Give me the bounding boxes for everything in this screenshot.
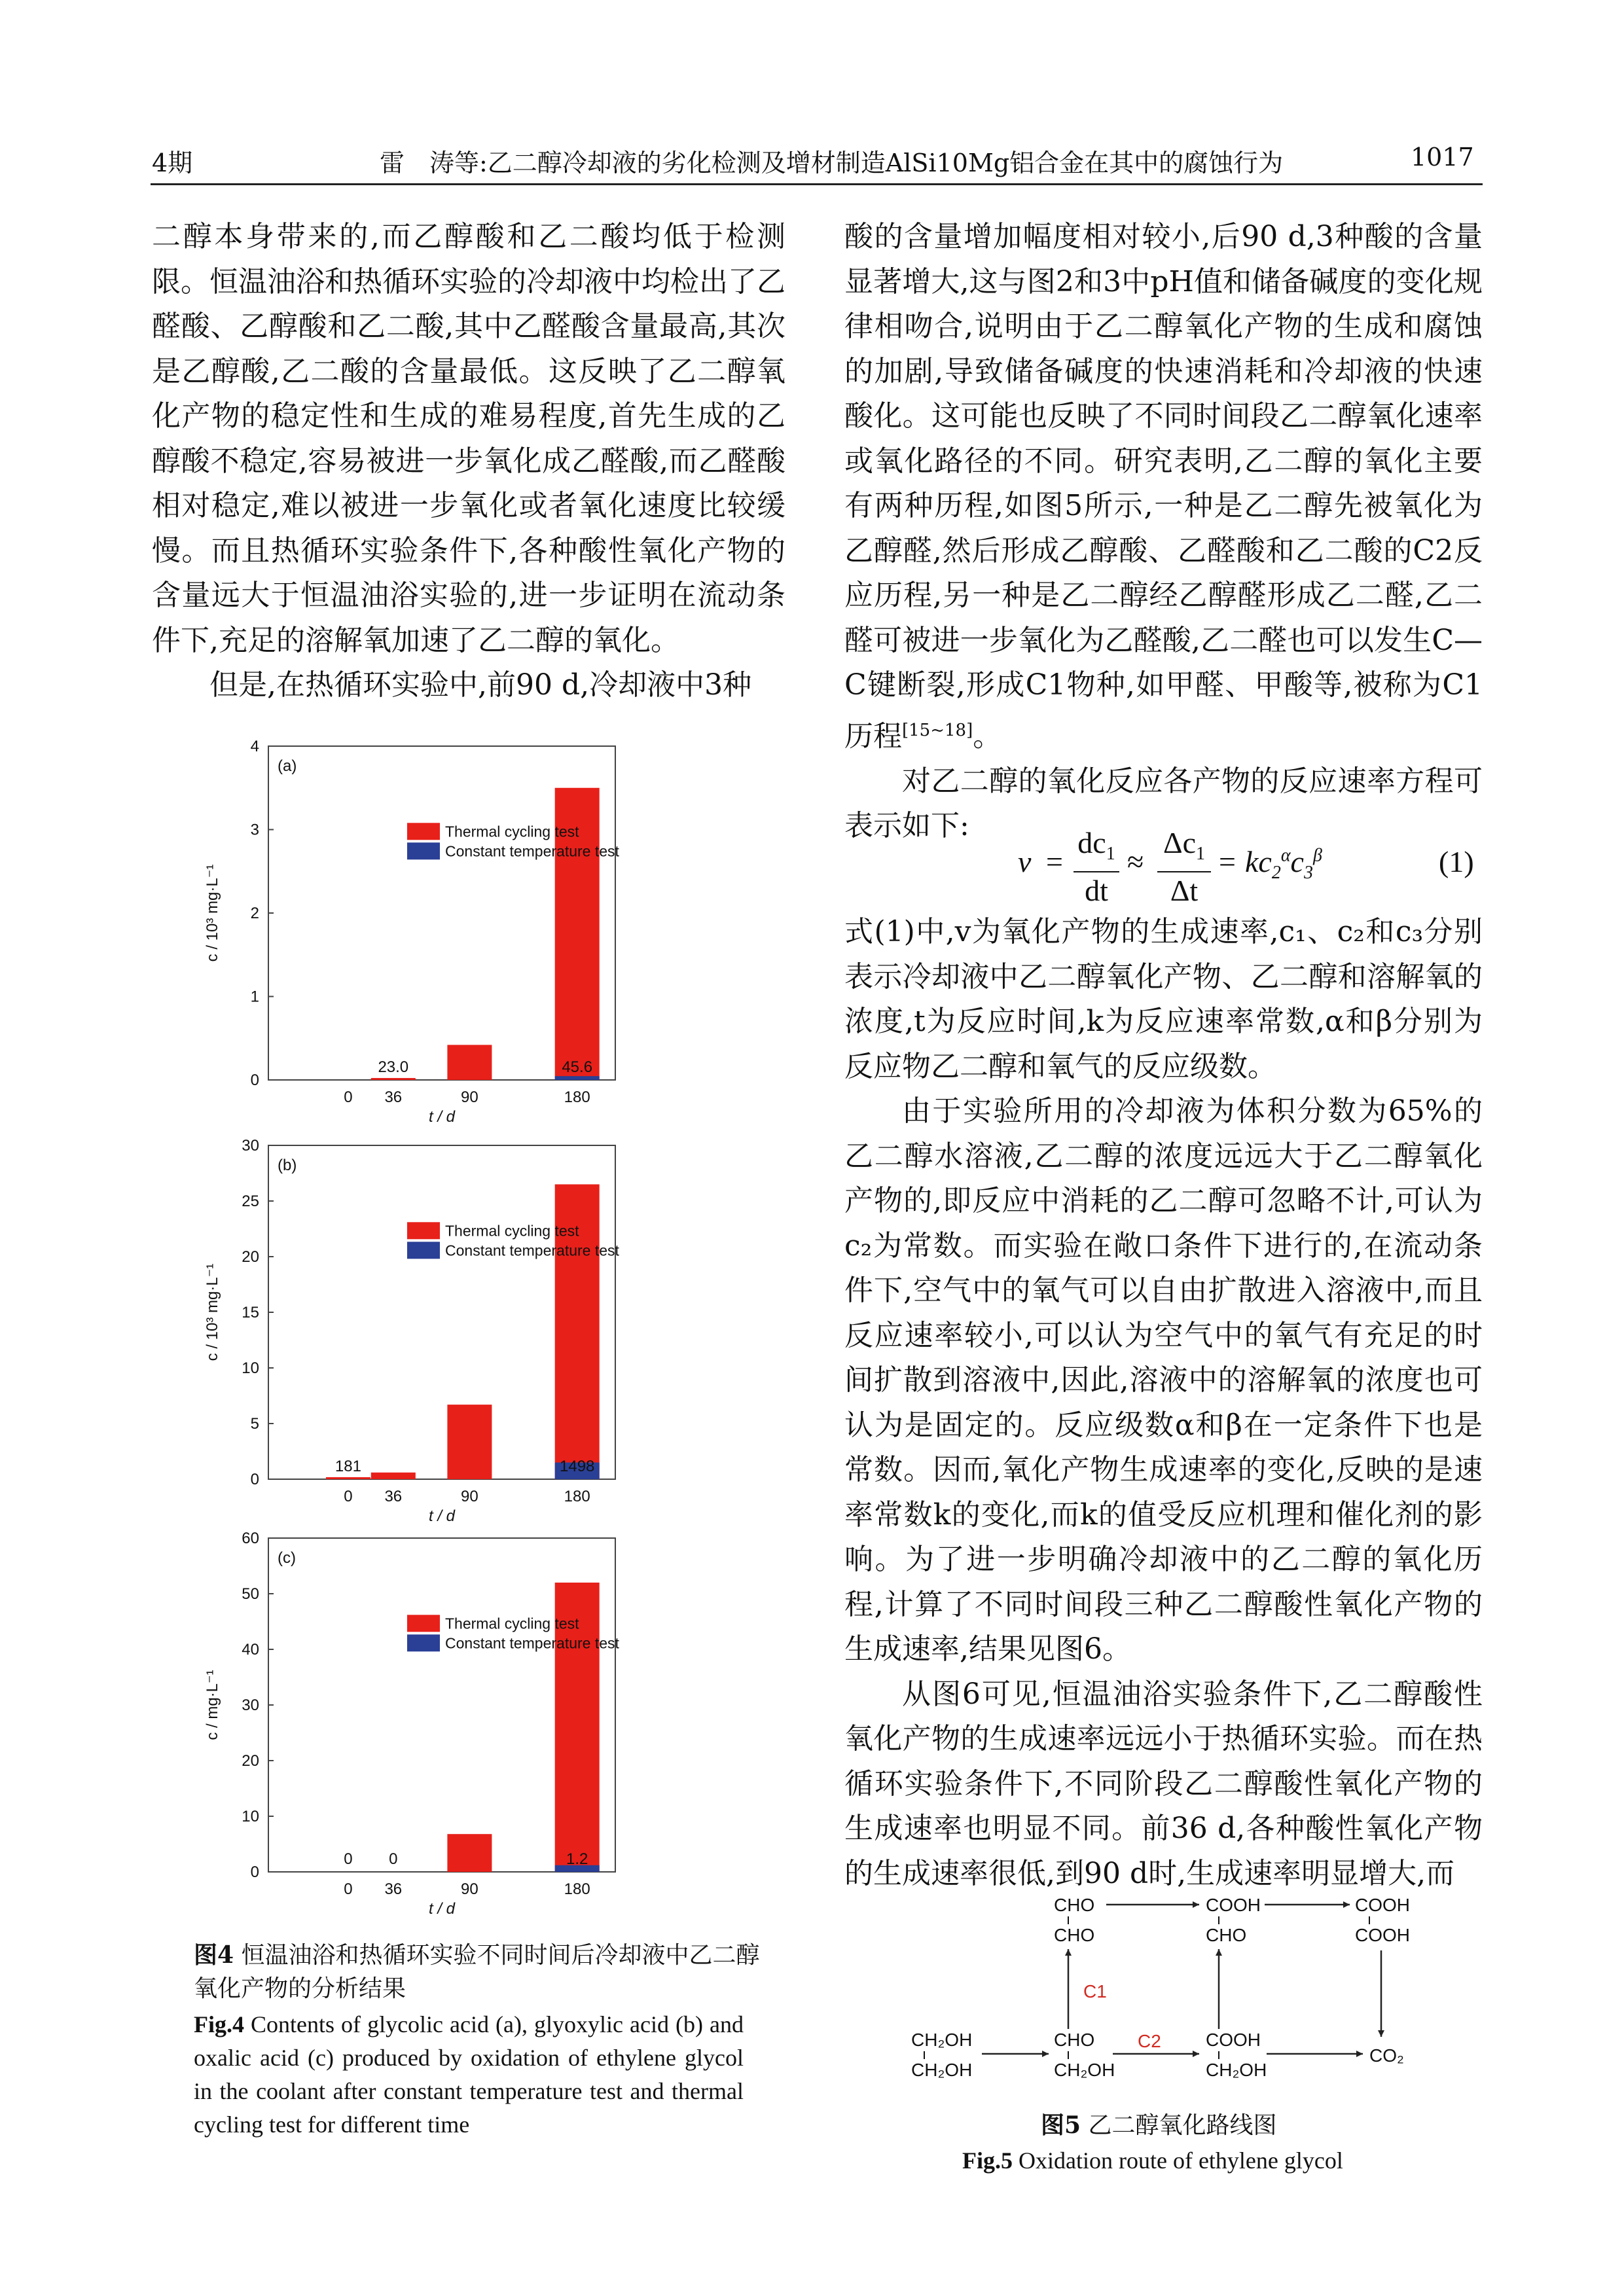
figure-5-label-zh: 图5: [1041, 2111, 1081, 2139]
legend-entry: Thermal cycling test: [445, 1615, 579, 1632]
left-paragraph-1: 二醇本身带来的,而乙醇酸和乙二酸均低于检测限。恒温油浴和热循环实验的冷却液中均检出了乙醛酸、乙醇酸和乙二酸,其中乙醛酸含量最高,其次是乙醇酸,乙二酸的含量最低。这反映了乙二醇氧化产物的稳定性和生成的难易程度,首先生成的乙醇酸不稳定,容易被进一步氧化成乙醛酸,而乙醛酸相对稳定,难以被进一步氧化或者氧化速度比较缓慢。而且热循环实验条件下,各种酸性氧化产物的含量远大于恒温油浴实验的,进一步证明在流动条件下,充足的溶解氧加速了乙二醇的氧化。: [152, 220, 786, 657]
legend-swatch: [407, 842, 440, 859]
legend-entry: Constant temperature test: [445, 842, 619, 860]
route-c2-label: C2: [1138, 2031, 1161, 2051]
y-tick-label: 10: [242, 1359, 259, 1377]
equation-1: v = $dc_1$ dt ≈ $\Delta c_1$ Δt = $kc_2^\alpha c_3^\beta$ (1): [844, 826, 1483, 905]
x-tick-label: 180: [564, 1880, 590, 1898]
data-label: 23.0: [378, 1058, 409, 1076]
y-tick-label: 60: [242, 1530, 259, 1547]
x-tick-label: 36: [384, 1880, 403, 1898]
glyoxal-bottom: CHO: [1054, 1925, 1095, 1945]
ethylene-glycol-top: CH₂OH: [911, 2030, 973, 2050]
x-tick-label: 90: [461, 1088, 478, 1106]
y-tick-label: 15: [242, 1304, 259, 1321]
figure-5-text-en: Oxidation route of ethylene glycol: [1019, 2147, 1343, 2174]
x-tick-label: 36: [384, 1088, 403, 1106]
bar-constant-temperature-180: [555, 1076, 600, 1080]
figure-4-caption-en: [194, 2008, 744, 2142]
y-axis-label: c / 10³ mg·L⁻¹: [204, 1263, 221, 1361]
y-tick-label: 5: [250, 1415, 259, 1433]
right-paragraph-1: 酸的含量增加幅度相对较小,后90 d,3种酸的含量显著增大,这与图2和3中pH值和储备碱度的变化规律相吻合,说明由于乙二醇氧化产物的生成和腐蚀的加剧,导致储备碱度的快速消耗和冷却液的快速酸化。这可能也反映了不同时间段乙二醇氧化速率或氧化路径的不同。研究表明,乙二醇的氧化主要有两种历程,如图5所示,一种是乙二醇先被氧化为乙醇醛,然后形成乙醇酸、乙醛酸和乙二酸的C2反应历程,另一种是乙二醇经乙醇醛形成乙二醛,乙二醛可被进一步氧化为乙醛酸,乙二醛也可以发生C—C键断裂,形成C1物种,如甲醛、甲酸等,被称为C1历程[15~18]。: [844, 220, 1483, 753]
left-paragraph-2: 但是,在热循环实验中,前90 d,冷却液中3种: [209, 668, 752, 702]
chart-panel-b: [204, 1137, 620, 1525]
figure-4-label-en: Fig.4: [194, 2011, 244, 2037]
bar-thermal-cycling-36: [371, 1473, 416, 1479]
figure-4-text-zh: 恒温油浴和热循环实验不同时间后冷却液中乙二醇氧化产物的分析结果: [194, 1942, 760, 2002]
y-tick-label: 3: [250, 821, 259, 839]
data-label: 0: [389, 1850, 398, 1868]
reference-citation: [15~18]: [902, 720, 973, 740]
x-axis-label: t / d: [428, 1108, 456, 1126]
fraction-dc-dt: $dc_1$ dt: [1074, 826, 1119, 909]
chart-panel-c: [204, 1530, 620, 1918]
route-c1-label: C1: [1083, 1981, 1107, 2001]
y-tick-label: 4: [250, 738, 259, 755]
legend-entry: Constant temperature test: [445, 1242, 619, 1259]
figure-5-text-zh: 乙二醇氧化路线图: [1088, 2112, 1277, 2139]
panel-label: (a): [278, 757, 297, 775]
figure-5-caption-zh: [1041, 2109, 1277, 2142]
bar-thermal-cycling-0: [326, 1477, 370, 1479]
glycolic-acid-top: COOH: [1206, 2030, 1261, 2050]
bar-thermal-cycling-90: [447, 1834, 492, 1872]
x-tick-label: 0: [344, 1488, 353, 1505]
y-tick-label: 0: [250, 1471, 259, 1488]
figure-5-scheme: [897, 1885, 1440, 2101]
y-tick-label: 10: [242, 1808, 259, 1825]
fraction-delta: $\Delta c_1$ Δt: [1157, 826, 1211, 909]
y-tick-label: 2: [250, 905, 259, 922]
x-tick-label: 36: [384, 1488, 403, 1505]
legend-swatch: [407, 1222, 440, 1239]
right-paragraph-2: 对乙二醇的氧化反应各产物的反应速率方程可表示如下:: [844, 764, 1483, 843]
page-number: 1017: [1411, 143, 1474, 171]
x-axis-label: t / d: [428, 1900, 456, 1918]
y-tick-label: 0: [250, 1071, 259, 1089]
legend-swatch: [407, 823, 440, 840]
y-tick-label: 1: [250, 988, 259, 1006]
right-paragraph-5: 从图6可见,恒温油浴实验条件下,乙二醇酸性氧化产物的生成速率远远小于热循环实验。而在热循环实验条件下,不同阶段乙二醇酸性氧化产物的生成速率也明显不同。前36 d,各种酸性氧化产物的生成速率很低,到90 d时,生成速率明显增大,而: [844, 1677, 1483, 1890]
legend-swatch: [407, 1242, 440, 1259]
y-tick-label: 0: [250, 1863, 259, 1881]
y-tick-label: 40: [242, 1641, 259, 1659]
glyoxylic-acid-bottom: CHO: [1206, 1925, 1247, 1945]
x-tick-label: 90: [461, 1488, 478, 1505]
oxalic-acid-top: COOH: [1355, 1895, 1410, 1915]
y-tick-label: 30: [242, 1137, 259, 1155]
data-label: 45.6: [562, 1058, 593, 1076]
figure-4-caption-zh: [194, 1939, 770, 2005]
data-label: 1498: [560, 1458, 595, 1475]
right-paragraph-3: 式(1)中,v为氧化产物的生成速率,c₁、c₂和c₃分别表示冷却液中乙二醇氧化产物、乙二醇和溶解氧的浓度,t为反应时间,k为反应速率常数,α和β分别为反应物乙二醇和氧气的反应级数。: [844, 915, 1483, 1083]
bar-thermal-cycling-36: [371, 1078, 416, 1080]
figure-5-label-en: Fig.5: [962, 2147, 1013, 2174]
panel-label: (c): [278, 1549, 296, 1567]
data-label: 181: [334, 1458, 361, 1475]
figure-4-label-zh: 图4: [194, 1941, 234, 1969]
glyoxylic-acid-top: COOH: [1206, 1895, 1261, 1915]
data-label: 0: [344, 1850, 353, 1868]
bar-thermal-cycling-90: [447, 1405, 492, 1479]
figure-4-charts: [164, 733, 785, 1931]
oxalic-acid-bottom: COOH: [1355, 1925, 1410, 1945]
data-label: 1.2: [566, 1850, 588, 1868]
y-axis-label: c / mg·L⁻¹: [204, 1670, 221, 1740]
carbon-dioxide: CO₂: [1369, 2045, 1404, 2066]
figure-4-text-en: Contents of glycolic acid (a), glyoxylic acid (b) and oxalic acid (c) produced by oxidation of ethylene glycol in the coolant after constant temperature test and thermal cycling test for different time: [194, 2011, 744, 2138]
chart-panel-a: [204, 738, 620, 1126]
left-column-text: [152, 215, 785, 708]
figure-5-caption-en: [962, 2144, 1343, 2178]
y-tick-label: 25: [242, 1193, 259, 1210]
x-tick-label: 180: [564, 1488, 590, 1505]
header-rule: [151, 183, 1483, 185]
equation-rhs: $kc_2^\alpha c_3^\beta$: [1245, 845, 1322, 884]
y-tick-label: 50: [242, 1585, 259, 1603]
bar-thermal-cycling-90: [447, 1045, 492, 1080]
glycolaldehyde-top: CHO: [1054, 2030, 1095, 2050]
legend-entry: Constant temperature test: [445, 1634, 619, 1652]
y-tick-label: 30: [242, 1696, 259, 1714]
y-tick-label: 20: [242, 1752, 259, 1770]
legend-swatch: [407, 1634, 440, 1651]
panel-label: (b): [278, 1157, 297, 1174]
ethylene-glycol-bottom: CH₂OH: [911, 2060, 973, 2080]
right-column-text-upper: [844, 215, 1483, 849]
x-tick-label: 90: [461, 1880, 478, 1898]
running-title: 雷 涛等:乙二醇冷却液的劣化检测及增材制造AlSi10Mg铝合金在其中的腐蚀行为: [380, 149, 1284, 177]
glycolic-acid-bottom: CH₂OH: [1206, 2060, 1267, 2080]
right-paragraph-4: 由于实验所用的冷却液为体积分数为65%的乙二醇水溶液,乙二醇的浓度远远大于乙二醇氧化产物的,即反应中消耗的乙二醇可忽略不计,可认为c₂为常数。而实验在敞口条件下进行的,在流动条件下,空气中的氧气可以自由扩散进入溶液中,而且反应速率较小,可以认为空气中的氧气有充足的时间扩散到溶液中,因此,溶液中的溶解氧的浓度也可认为是固定的。反应级数α和β在一定条件下也是常数。因而,氧化产物生成速率的变化,反映的是速率常数k的变化,而k的值受反应机理和催化剂的影响。为了进一步明确冷却液中的乙二醇的氧化历程,计算了不同时间段三种乙二醇酸性氧化产物的生成速率,结果见图6。: [844, 1094, 1483, 1666]
legend-entry: Thermal cycling test: [445, 823, 579, 840]
legend-entry: Thermal cycling test: [445, 1222, 579, 1240]
issue-number: 4期: [152, 149, 193, 177]
x-tick-label: 180: [564, 1088, 590, 1106]
equation-number: (1): [1439, 845, 1474, 878]
y-tick-label: 20: [242, 1248, 259, 1266]
legend-swatch: [407, 1615, 440, 1632]
y-axis-label: c / 10³ mg·L⁻¹: [204, 864, 221, 962]
x-tick-label: 0: [344, 1880, 353, 1898]
x-tick-label: 0: [344, 1088, 353, 1106]
glycolaldehyde-bottom: CH₂OH: [1054, 2060, 1115, 2080]
right-column-text-lower: [844, 910, 1483, 1896]
x-axis-label: t / d: [428, 1507, 456, 1525]
glyoxal-top: CHO: [1054, 1895, 1095, 1915]
